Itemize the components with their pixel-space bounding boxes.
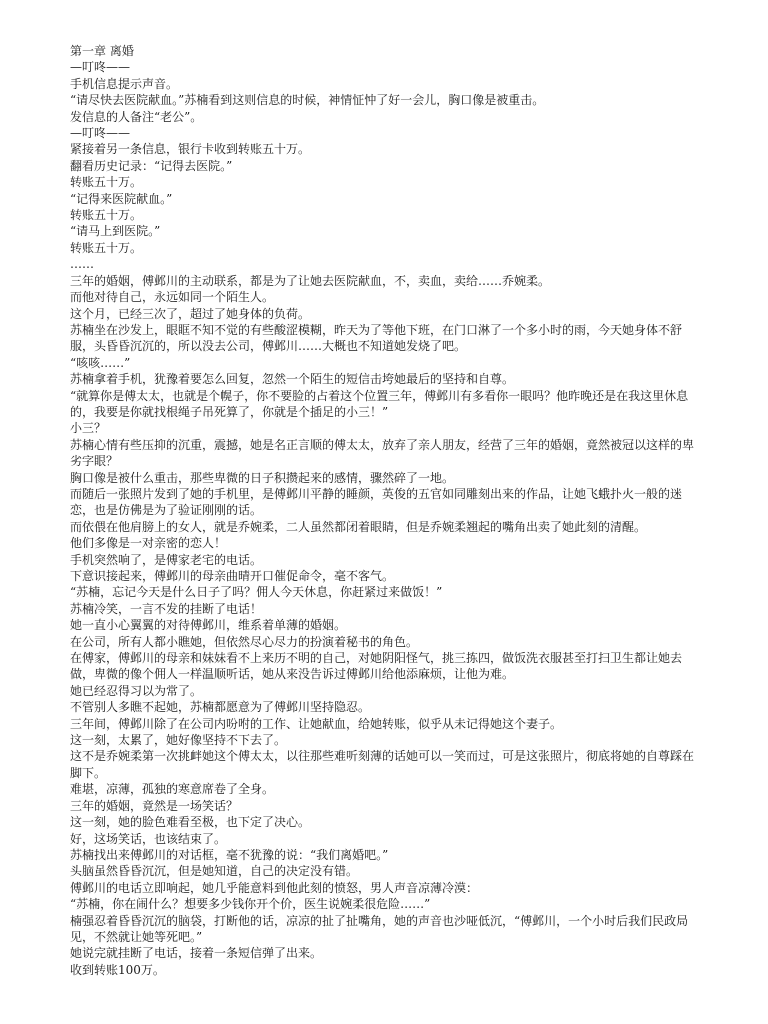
paragraph: 苏楠冷笑，一言不发的挂断了电话！: [70, 601, 263, 616]
paragraph: 在公司，所有人都小瞧她，但依然尽心尽力的扮演着秘书的角色。: [70, 634, 419, 649]
paragraph: 转账五十万。: [70, 175, 143, 190]
paragraph: —叮咚——: [70, 126, 131, 141]
paragraph: “苏楠，你在闹什么？想要多少钱你开个价，医生说婉柔很危险……”: [70, 897, 431, 912]
paragraph: 难堪，凉薄，孤独的寒意席卷了全身。: [70, 782, 275, 797]
document-body: [70, 59, 700, 978]
paragraph: 手机突然响了，是傅家老宅的电话。: [70, 552, 263, 567]
paragraph: 她一直小心翼翼的对待傅邺川，维系着单薄的婚姻。: [70, 618, 347, 633]
paragraph: 苏楠心情有些压抑的沉重，震撼，她是名正言顺的傅太太，放弃了亲人朋友，经营了三年的婚姻，竟然被冠以这样的卑劣字眼？: [70, 437, 695, 469]
paragraph: 这一刻，太累了，她好像坚持不下去了。: [70, 733, 287, 748]
paragraph: 而他对待自己，永远如同一个陌生人。: [70, 290, 275, 305]
paragraph: “请马上到医院。”: [70, 224, 161, 239]
paragraph: 而随后一张照片发到了她的手机里，是傅邺川平静的睡颜，英俊的五官如同雕刻出来的作品，让她飞蛾扑火一般的迷恋，也是仿佛是为了验证刚刚的话。: [70, 486, 683, 518]
paragraph: 楠强忍着昏昏沉沉的脑袋，打断他的话，凉凉的扯了扯嘴角，她的声音也沙哑低沉，“傅邺川，一个小时后我们民政局见，不然就让她等死吧。”: [70, 913, 689, 944]
paragraph: 苏楠找出来傅邺川的对话框，毫不犹豫的说：“我们离婚吧。”: [70, 847, 389, 862]
paragraph: “就算你是傅太太，也就是个幌子，你不要脸的占着这个位置三年，傅邺川有多看你一眼吗？他昨晚还是在我这里休息的，我要是你就找根绳子吊死算了，你就是个插足的小三！”: [70, 388, 689, 419]
paragraph: “咳咳……”: [70, 355, 131, 370]
paragraph: —叮咚——: [70, 60, 131, 75]
paragraph: 紧接着另一条信息，银行卡收到转账五十万。: [70, 142, 311, 157]
paragraph: 而依偎在他肩膀上的女人，就是乔婉柔，二人虽然都闭着眼睛，但是乔婉柔翘起的嘴角出卖了她此刻的清醒。: [70, 519, 647, 534]
paragraph: 不管别人多瞧不起她，苏楠都愿意为了傅邺川坚持隐忍。: [70, 700, 371, 715]
paragraph: 傅邺川的电话立即响起，她几乎能意料到他此刻的愤怒，男人声音凉薄冷漠：: [70, 880, 479, 895]
paragraph: 三年间，傅邺川除了在公司内吩咐的工作、让她献血，给她转账，似乎从未记得她这个妻子。: [70, 716, 563, 731]
paragraph: 这一刻，她的脸色难看至极，也下定了决心。: [70, 815, 311, 830]
paragraph: 这个月，已经三次了，超过了她身体的负荷。: [70, 306, 311, 321]
paragraph: 头脑虽然昏昏沉沉，但是她知道，自己的决定没有错。: [70, 864, 359, 879]
paragraph: 好，这场笑话，也该结束了。: [70, 831, 227, 846]
paragraph: 小三？: [70, 421, 107, 436]
paragraph: 他们多像是一对亲密的恋人！: [70, 536, 227, 551]
document-page: [70, 43, 700, 978]
paragraph: 在傅家，傅邺川的母亲和妹妹看不上来历不明的自己，对她阴阳怪气，挑三拣四，做饭洗衣服甚至打扫卫生都让她去做，卑微的像个佣人一样温顺听话，她从来没告诉过傅邺川给他添麻烦，让他为难。: [70, 651, 683, 682]
paragraph: 手机信息提示声音。: [70, 76, 179, 91]
chapter-title: 第一章 离婚: [70, 44, 134, 58]
paragraph: “请尽快去医院献血。”苏楠看到这则信息的时候，神情怔忡了好一会儿，胸口像是被重击。: [70, 93, 545, 108]
paragraph: 下意识接起来，傅邺川的母亲曲晴开口催促命令，毫不客气。: [70, 569, 395, 583]
paragraph: “苏楠，忘记今天是什么日子了吗？佣人今天休息，你赶紧过来做饭！”: [70, 585, 443, 600]
paragraph: 她说完就挂断了电话，接着一条短信弹了出来。: [70, 946, 323, 961]
paragraph: 转账五十万。: [70, 240, 143, 255]
paragraph: 苏楠拿着手机，犹豫着要怎么回复，忽然一个陌生的短信击垮她最后的坚持和自尊。: [70, 372, 515, 387]
paragraph: 翻看历史记录：“记得去医院。”: [70, 158, 233, 173]
paragraph: ……: [70, 257, 94, 272]
paragraph: 发信息的人备注“老公”。: [70, 109, 203, 124]
paragraph: 三年的婚姻，傅邺川的主动联系，都是为了让她去医院献血，不，卖血，卖给……乔婉柔。: [70, 273, 551, 288]
paragraph: 三年的婚姻，竟然是一场笑话？: [70, 798, 239, 813]
paragraph: 她已经忍得习以为常了。: [70, 683, 203, 698]
paragraph: 胸口像是被什么重击，那些卑微的日子积攒起来的感情，骤然碎了一地。: [70, 470, 455, 485]
paragraph: 收到转账100万。: [70, 962, 165, 977]
paragraph: “记得来医院献血。”: [70, 191, 173, 206]
paragraph: 苏楠坐在沙发上，眼眶不知不觉的有些酸涩模糊，昨天为了等他下班，在门口淋了一个多小时的雨，今天她身体不舒服，头昏昏沉沉的，所以没去公司，傅邺川……大概也不知道她发烧了吧。: [70, 322, 683, 354]
paragraph: 转账五十万。: [70, 208, 143, 223]
paragraph: 这不是乔婉柔第一次挑衅她这个傅太太，以往那些难听刻薄的话她可以一笑而过，可是这张照片，彻底将她的自尊踩在脚下。: [70, 749, 695, 780]
